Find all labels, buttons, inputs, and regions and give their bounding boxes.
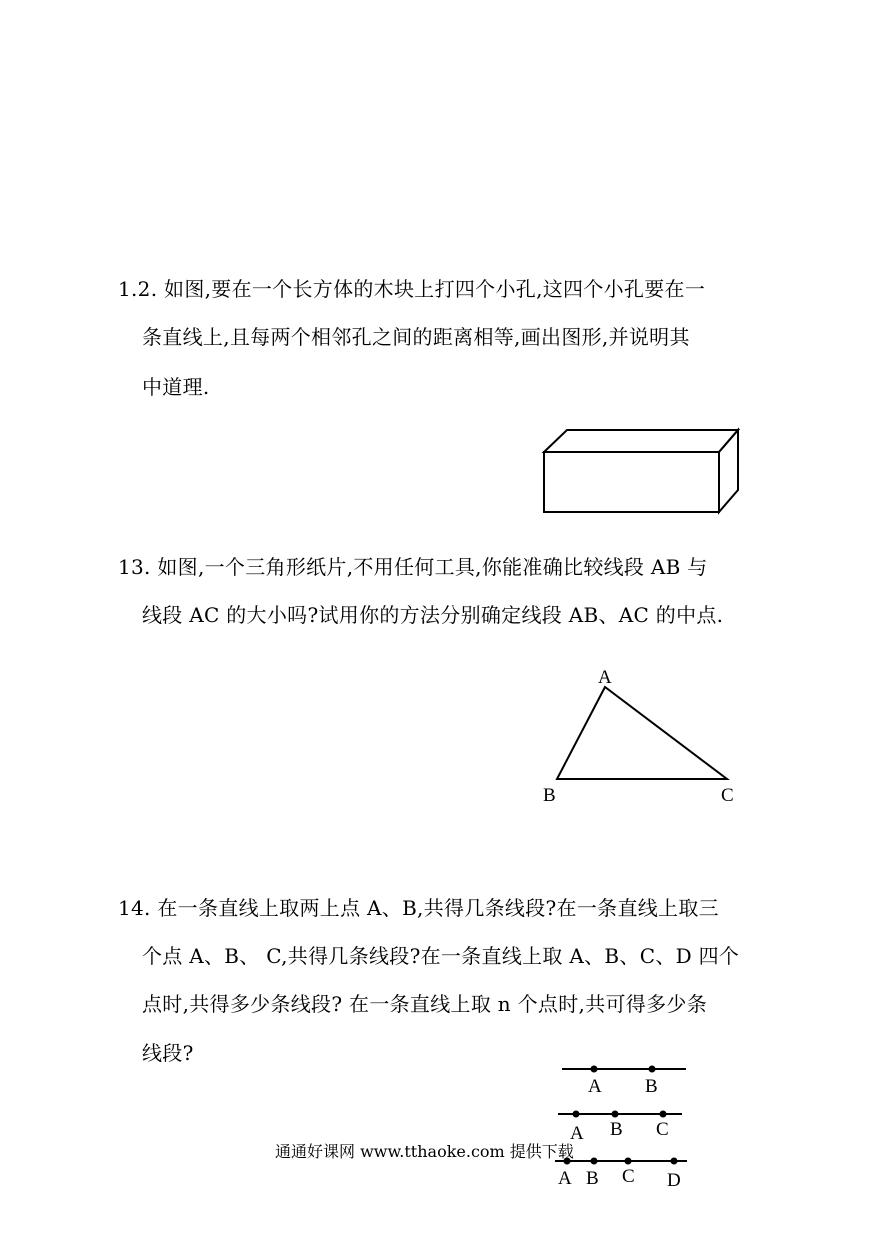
q12-line-1: 1.2. 如图,要在一个长方体的木块上打四个小孔,这四个小孔要在一 [118,277,706,301]
point-a [591,1066,598,1073]
q14-line-3: 点时,共得多少条线段? 在一条直线上取 n 个点时,共可得多少条 [142,992,707,1016]
triangle-label-c: C [721,785,734,806]
q14-line-1: 14. 在一条直线上取两上点 A、B,共得几条线段?在一条直线上取三 [118,896,719,920]
line3-label-b: B [586,1168,599,1189]
line-figure-four-points [555,1158,687,1192]
q14-line-2: 个点 A、B、 C,共得几条线段?在一条直线上取 A、B、C、D 四个 [142,944,740,968]
q14-line-4: 线段? [142,1041,194,1065]
line3-label-d: D [667,1170,681,1191]
line-figure-three-points [558,1111,682,1145]
point-a [573,1111,580,1118]
point-b [612,1111,619,1118]
line3-label-c: C [622,1166,635,1187]
point-b [591,1158,598,1165]
cuboid-top-face [544,430,738,452]
line2-label-b: B [610,1119,623,1140]
triangle-abc [557,687,727,779]
triangle-figure [543,667,734,806]
point-d [671,1158,678,1165]
triangle-label-b: B [543,785,556,806]
cuboid-front-face [544,452,719,512]
line-figure-two-points [562,1066,686,1098]
cuboid-side-face [719,430,738,512]
q13-line-2: 线段 AC 的大小吗?试用你的方法分别确定线段 AB、AC 的中点. [142,603,724,627]
cuboid-figure [544,430,738,512]
point-c [625,1158,632,1165]
triangle-label-a: A [598,667,612,688]
line2-label-c: C [656,1119,669,1140]
q12-line-3: 中道理. [142,375,210,399]
line1-label-a: A [588,1076,602,1097]
q13-line-1: 13. 如图,一个三角形纸片,不用任何工具,你能准确比较线段 AB 与 [118,555,708,579]
line3-label-a: A [558,1168,572,1189]
footer-source-text: 通通好课网 www.tthaoke.com 提供下载 [275,1142,574,1161]
point-c [660,1111,667,1118]
point-b [649,1066,656,1073]
q12-line-2: 条直线上,且每两个相邻孔之间的距离相等,画出图形,并说明其 [142,325,690,349]
line2-label-a: A [570,1123,584,1144]
line1-label-b: B [645,1076,658,1097]
